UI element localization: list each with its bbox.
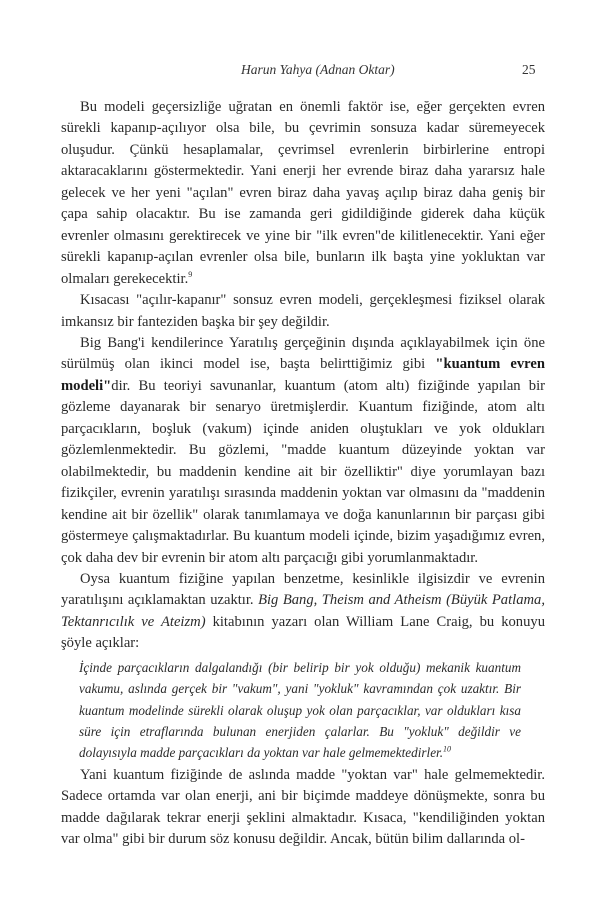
paragraph (61, 765, 545, 851)
footnote-ref: 10 (443, 745, 452, 755)
footnote-ref: 9 (188, 269, 193, 279)
page-number: 25 (522, 62, 536, 77)
paragraph-text: Kısacası "açılır-kapanır" sonsuz evren modeli, gerçekleşmesi fiziksel olarak imkansız bir fanteziden başka bir şey değildir. (61, 292, 545, 330)
paragraph-text: Bu modeli geçersizliğe uğratan en önemli faktör ise, eğer gerçekten evren sürekli kapanıp-açılıyor olsa bile, bu çevrimin sonsuza kadar süremeyecek oluşudur. Çünkü hesaplamalar, çevrimsel evrenlerin birbirlerine entropi aktaracaklarını göstermektedir. Yani enerji her evrende biraz daha yararsız hale gelecek ve her yeni "açılan" evren biraz daha yavaş açılıp biraz daha geniş bir çapa sahip olacaktır. Bu ise zamanda geri gidildiğinde giderek daha küçük evrenler olmasını gerektirecek ve yine bir "ilk evren"de kilitlenecektir. Yani eğer sürekli kapanıp-açılan evrenler olsa bile, bunların ilk başta yine yokluktan var olmaları gerekecektir. (61, 99, 545, 287)
paragraph-text: kitabının yazarı olan William Lane Craig, bu konuyu şöyle açıklar: (61, 613, 545, 652)
block-quote (79, 655, 521, 765)
paragraph (61, 333, 545, 569)
page-body (61, 97, 545, 851)
bold-term: "kuantum evren modeli" (61, 356, 545, 394)
page-header (0, 62, 609, 82)
paragraph-text: dir. Bu teoriyi savunanlar, kuantum (atom altı) fiziğinde yapılan bir gözleme dayanarak bir senaryo üretmişlerdir. Kuantum fiziğinde, atom altı parçacıkların, boşluk (vakum) içinde aniden oluştukları ve yok oldukları gözlemlenmektedir. Bu gözlemi, "madde kuantum düzeyinde yoktan var olabilmektedir, bu maddenin kendine ait bir özelliktir" diye yorumlayan bazı fizikçiler, evrenin yaratılışı sırasında maddenin yoktan var olmasını da "maddenin kendine ait bir özellik" olarak tanımlamaya ve doğa kanunlarının bir parçası gibi göstermeye çalışmaktadırlar. Bu kuantum modeli içinde, bizim yaşadığımız evren, çok daha dev bir evrenin bir atom altı parçacığı gibi yorumlanmaktadır. (61, 377, 545, 566)
paragraph-text: Yani kuantum fiziğinde de aslında madde "yoktan var" hale gelmemektedir. Sadece ortamda var olan enerji, ani bir biçimde maddeye dönüşmekte, sonra bu madde dağılarak tekrar enerji şeklini almaktadır. Kısaca, "kendiliğinden yoktan var olma" gibi bir durum söz konusu değildir. Ancak, bütün bilim dallarında ol- (61, 766, 545, 848)
paragraph (61, 97, 545, 290)
paragraph (61, 290, 545, 333)
running-title: Harun Yahya (Adnan Oktar) (241, 62, 395, 77)
quote-text: İçinde parçacıkların dalgalandığı (bir belirip bir yok olduğu) mekanik kuantum vakumu, aslında gerçek bir "vakum", yani "yokluk" kavramından çok uzaktır. Bir kuantum modelinde sürekli olarak oluşup yok olan parçacıklar, var oldukları kısa süre için etraflarında bulunan enerjiden çalarlar. Bu "yokluk" değildir ve dolayısıyla madde parçacıkları da yoktan var hale gelmemektedirler. (79, 659, 521, 761)
paragraph-text: Oysa kuantum fiziğine yapılan benzetme, kesinlikle ilgisizdir ve evrenin yaratılışını açıklamaktan uzaktır. (61, 570, 545, 609)
book-title: Big Bang, Theism and Atheism (Büyük Patlama, Tektanrıcılık ve Ateizm) (61, 592, 545, 630)
paragraph (61, 569, 545, 655)
paragraph-text: Big Bang'i kendilerince Yaratılış gerçeğinin dışında açıklayabilmek için öne sürülmüş olan ikinci model ise, başta belirttiğimiz gibi (61, 334, 545, 373)
